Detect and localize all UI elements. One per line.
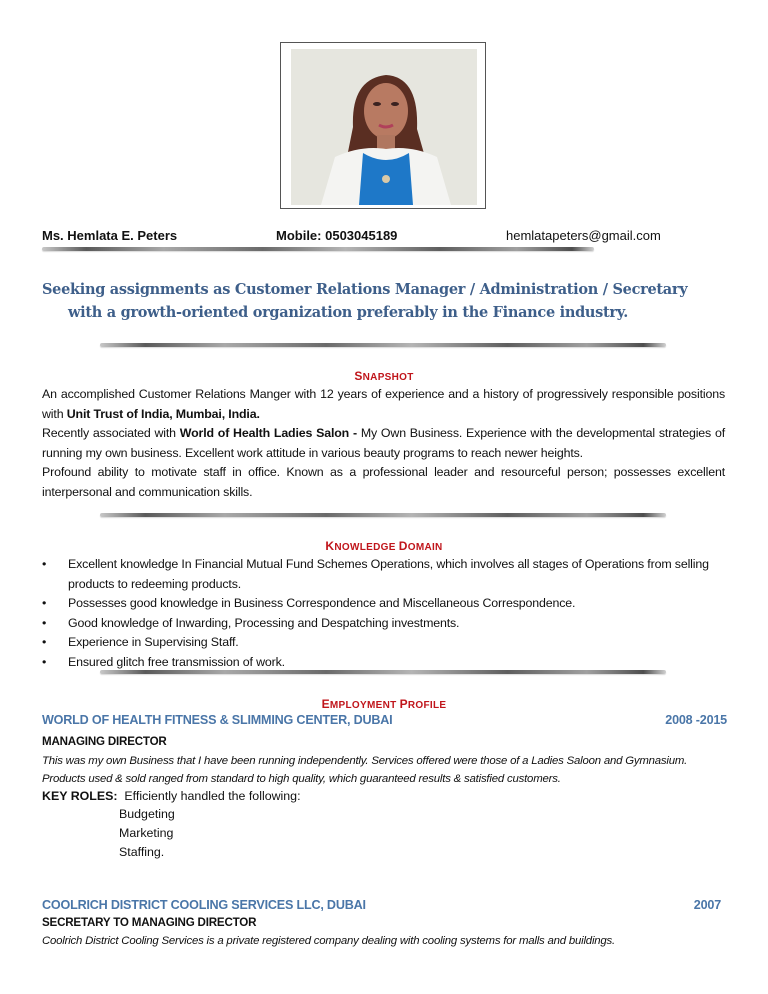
job-role: MANAGING DIRECTOR xyxy=(42,735,167,748)
job-role: SECRETARY TO MANAGING DIRECTOR xyxy=(42,916,257,929)
key-roles-list xyxy=(119,805,175,862)
divider xyxy=(100,513,666,517)
list-item: • Good knowledge of Inwarding, Processing and Despatching investments. xyxy=(42,614,732,634)
list-item: • Excellent knowledge In Financial Mutual Fund Schemes Operations, which involves all stages of Operations from selling products to redeeming products. xyxy=(42,557,709,591)
profile-photo xyxy=(291,49,477,205)
bullet-icon: • xyxy=(42,635,47,649)
bullet-icon: • xyxy=(42,596,47,610)
bullet-icon: • xyxy=(42,654,47,669)
bullet-icon: • xyxy=(42,615,47,630)
list-item: • Experience in Supervising Staff. xyxy=(42,633,732,653)
job-years: 2008 -2015 xyxy=(665,713,727,727)
snapshot-paragraphs xyxy=(42,385,725,502)
key-role-item: Staffing. xyxy=(119,845,165,859)
divider xyxy=(100,343,666,347)
job-company: COOLRICH DISTRICT COOLING SERVICES LLC, DUBAI xyxy=(42,898,366,912)
contact-mobile: Mobile: 0503045189 xyxy=(276,228,398,243)
knowledge-list xyxy=(42,555,732,672)
key-roles-label: KEY ROLES: xyxy=(42,789,118,803)
key-roles-intro: Efficiently handled the following: xyxy=(124,789,301,803)
snapshot-paragraph-1: An accomplished Customer Relations Manger with 12 years of experience and a history of progressively responsible positions with Unit Trust of India, Mumbai, India. xyxy=(42,387,725,421)
bullet-icon: • xyxy=(42,557,47,571)
job-description: This was my own Business that I have been running independently. Services offered were those of a Ladies Saloon and Gymnasium. Products used & sold ranged from standard to high quality, which guaranteed results & satisfied customers. xyxy=(42,755,688,785)
divider xyxy=(42,247,594,251)
key-role-item: Marketing xyxy=(119,826,174,840)
key-role-item: Budgeting xyxy=(119,807,175,821)
contact-name: Ms. Hemlata E. Peters xyxy=(42,228,178,243)
objective-line-1: Seeking assignments as Customer Relations Manager / Administration / Secretary xyxy=(42,281,688,298)
job-company: WORLD OF HEALTH FITNESS & SLIMMING CENTER, DUBAI xyxy=(42,713,393,727)
section-title-knowledge-domain: KNOWLEDGE DOMAIN xyxy=(325,539,443,553)
list-item: • Ensured glitch free transmission of work. xyxy=(42,653,732,673)
key-roles xyxy=(42,787,301,806)
job-description: Coolrich District Cooling Services is a private registered company dealing with cooling systems for malls and buildings. xyxy=(42,935,616,947)
divider xyxy=(100,670,666,674)
person-photo-icon xyxy=(291,49,477,205)
section-title-snapshot: SNAPSHOT xyxy=(354,369,414,383)
profile-photo-frame xyxy=(280,42,486,209)
snapshot-paragraph-2: Recently associated with World of Health Ladies Salon - My Own Business. Experience with the developmental strategies of running my own business. Excellent work attitude in various beauty programs to reach newer heights. xyxy=(42,426,725,460)
snapshot-paragraph-3: Profound ability to motivate staff in office. Known as a professional leader and resourceful person; possesses excellent interpersonal and communication skills. xyxy=(42,465,725,499)
list-item: • Possesses good knowledge in Business Correspondence and Miscellaneous Correspondence. xyxy=(42,594,732,614)
objective-line-2: with a growth-oriented organization preferably in the Finance industry. xyxy=(68,304,628,321)
contact-email[interactable]: hemlatapeters@gmail.com xyxy=(506,228,661,243)
job-years: 2007 xyxy=(693,898,721,912)
section-title-employment-profile: EMPLOYMENT PROFILE xyxy=(321,697,447,711)
